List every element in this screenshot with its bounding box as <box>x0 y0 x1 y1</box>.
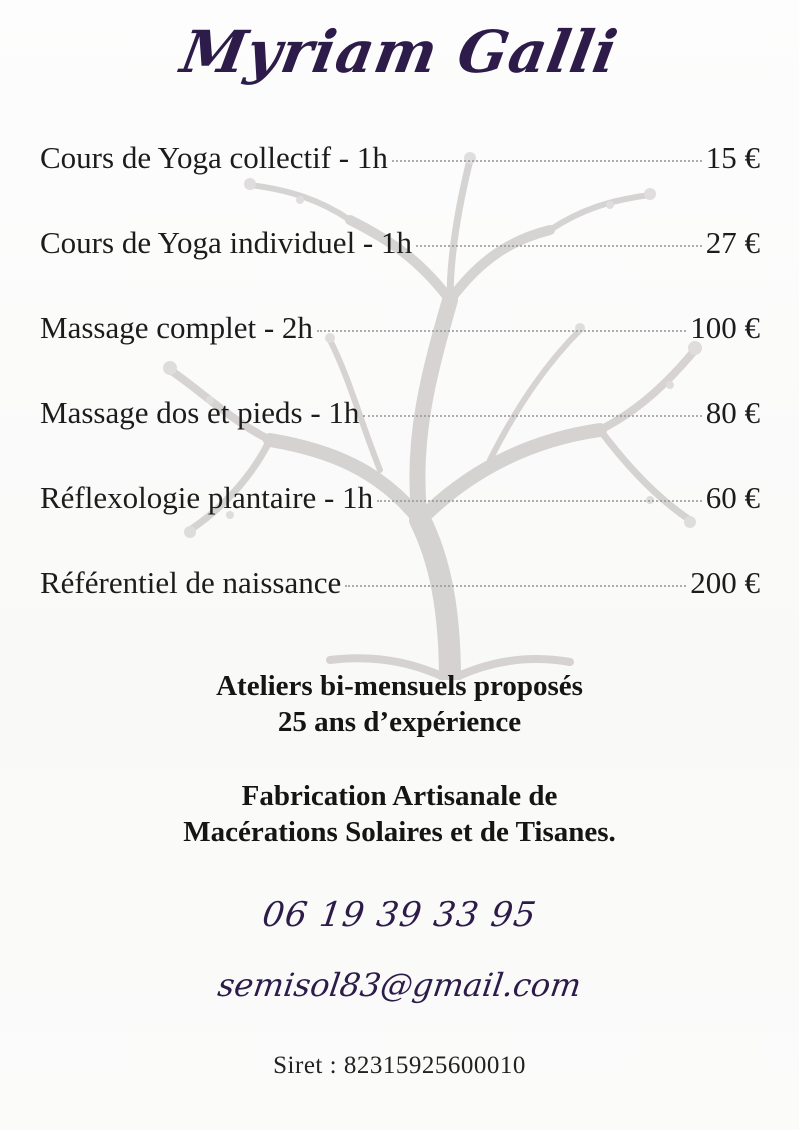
siret-number: Siret : 82315925600010 <box>273 1052 526 1079</box>
experience-line: 25 ans d’expérience <box>277 706 522 738</box>
leader-dots <box>416 245 702 247</box>
crafts-detail-line: Macérations Solaires et de Tisanes. <box>183 816 616 848</box>
leader-dots <box>392 160 702 162</box>
service-price: 80 € <box>705 395 760 430</box>
service-label: Référentiel de naissance <box>40 565 342 600</box>
service-price: 200 € <box>690 565 760 600</box>
phone-number: 06 19 39 33 95 <box>259 895 540 935</box>
service-price: 27 € <box>705 225 760 260</box>
leader-dots <box>317 330 686 332</box>
service-price: 60 € <box>705 480 760 515</box>
service-label: Cours de Yoga individuel - 1h <box>40 225 412 260</box>
crafts-info <box>0 778 799 850</box>
price-row <box>40 565 760 650</box>
service-price: 100 € <box>690 310 760 345</box>
workshops-line: Ateliers bi-mensuels proposés <box>216 670 583 702</box>
leader-dots <box>377 500 702 502</box>
workshops-info <box>0 668 799 740</box>
service-label: Cours de Yoga collectif - 1h <box>40 140 388 175</box>
price-row <box>40 140 760 225</box>
service-label: Massage dos et pieds - 1h <box>40 395 360 430</box>
page-title: Myriam Galli <box>176 18 623 86</box>
email-address: semisol83@gmail.com <box>215 966 584 1004</box>
price-row <box>40 480 760 565</box>
price-row <box>40 225 760 310</box>
service-price: 15 € <box>705 140 760 175</box>
crafts-line: Fabrication Artisanale de <box>241 780 558 812</box>
price-row <box>40 310 760 395</box>
leader-dots <box>345 585 686 587</box>
service-label: Réflexologie plantaire - 1h <box>40 480 374 515</box>
price-list <box>40 140 760 650</box>
service-label: Massage complet - 2h <box>40 310 313 345</box>
leader-dots <box>363 415 701 417</box>
price-row <box>40 395 760 480</box>
